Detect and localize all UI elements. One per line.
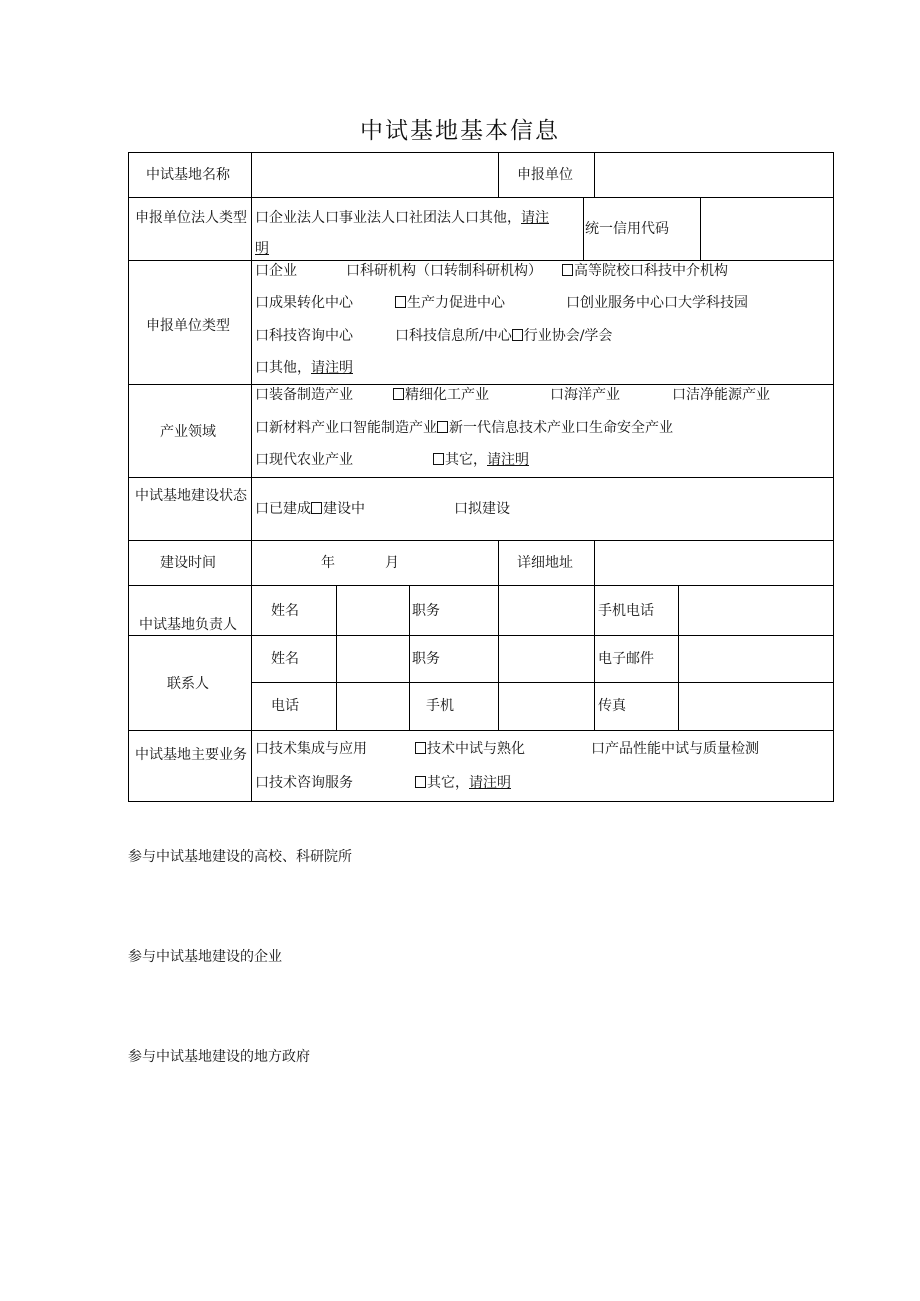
unit-type-option-other[interactable] [255,361,353,375]
checkbox-icon [415,776,426,788]
unit-type-option[interactable] [395,329,612,343]
base-name-field[interactable] [252,153,498,197]
business-option[interactable]: 口技术集成与应用 [255,741,367,757]
unit-type-option[interactable]: 口科技咨询中心 [255,328,353,344]
head-label: 中试基地负责人 [139,617,237,633]
industry-option[interactable]: 口海洋产业 [550,387,620,403]
head-position-label: 职务 [412,603,440,619]
unit-type-option[interactable]: 口科研机构（口转制科研机构） [346,263,542,279]
industry-label: 产业领域 [160,424,216,440]
industry-option[interactable]: 口洁净能源产业 [672,387,770,403]
business-option[interactable]: 口技术咨询服务 [255,775,353,791]
status-option[interactable] [255,502,365,516]
checkbox-icon [395,296,406,308]
checkbox-icon [433,453,444,465]
row-divider [129,384,833,385]
legal-type-note: 请注 [521,210,549,226]
contact-label: 联系人 [167,676,209,692]
contact-mobile-label: 手机 [426,698,454,714]
contact-position-label: 职务 [412,651,440,667]
checkbox-icon [311,502,322,514]
legal-type-note-cont: 明 [255,241,269,257]
unit-type-option[interactable]: 口创业服务中心口大学科技园 [566,295,748,311]
address-label: 详细地址 [517,555,573,571]
note-text: 请注明 [311,360,353,376]
option-text: 行业协会/学会 [523,328,613,344]
business-option[interactable] [415,742,525,756]
address-field[interactable] [595,541,833,585]
unit-type-option[interactable]: 口成果转化中心 [255,295,353,311]
industry-option[interactable]: 口现代农业产业 [255,452,353,468]
section-government: 参与中试基地建设的地方政府 [128,1049,310,1065]
page-title: 中试基地基本信息 [360,118,560,144]
row-divider [129,730,833,731]
month-label: 月 [385,555,399,571]
column-divider [678,585,679,730]
option-text: 口已建成 [255,501,311,517]
contact-name-label: 姓名 [271,651,299,667]
column-divider [251,153,252,801]
contact-fax-label: 传真 [598,698,626,714]
legal-type-label: 申报单位法人类型 [135,210,247,226]
applicant-label: 申报单位 [517,167,573,183]
section-enterprises: 参与中试基地建设的企业 [128,949,282,965]
option-text: 建设中 [323,501,365,517]
unit-type-option[interactable] [562,264,728,278]
row-divider [129,260,833,261]
option-text: 其它， [445,452,487,468]
business-option[interactable]: 口产品性能中试与质量检测 [591,741,759,757]
column-divider [583,197,584,260]
legal-type-options-text: 口企业法人口事业法人口社团法人口其他， [255,210,521,226]
option-text: 精细化工产业 [405,387,489,403]
head-name-label: 姓名 [271,603,299,619]
option-text: 技术中试与熟化 [427,741,525,757]
note-text: 请注明 [469,775,511,791]
year-label: 年 [321,555,335,571]
column-divider [498,153,499,197]
applicant-field[interactable] [595,153,833,197]
business-option-other[interactable] [415,776,511,790]
note-text: 请注明 [487,452,529,468]
unit-type-label: 申报单位类型 [146,318,230,334]
info-form [128,152,834,802]
industry-option[interactable] [393,388,489,402]
business-label: 中试基地主要业务 [135,747,247,763]
option-text: 新一代信息技术产业口生命安全产业 [449,420,673,436]
credit-code-label: 统一信用代码 [585,221,669,237]
checkbox-icon [562,264,573,276]
option-text: 口其他， [255,360,311,376]
head-mobile-label: 手机电话 [598,603,654,619]
section-universities: 参与中试基地建设的高校、科研院所 [128,849,352,865]
unit-type-option[interactable]: 口企业 [255,263,297,279]
industry-option[interactable] [255,421,673,435]
contact-email-label: 电子邮件 [598,651,654,667]
option-text: 高等院校口科技中介机构 [574,263,728,279]
row-divider [252,682,833,683]
status-option[interactable]: 口拟建设 [454,501,510,517]
unit-type-option[interactable] [395,296,505,310]
column-divider [409,585,410,730]
checkbox-icon [393,388,404,400]
credit-code-field[interactable] [701,198,833,260]
column-divider [336,585,337,730]
row-divider [129,585,833,586]
checkbox-icon [437,421,448,433]
row-divider [129,477,833,478]
contact-phone-label: 电话 [271,698,299,714]
option-text: 其它， [427,775,469,791]
industry-option-other[interactable] [433,453,529,467]
checkbox-icon [512,329,523,341]
option-text: 口科技信息所/中心 [395,328,512,344]
industry-option[interactable]: 口装备制造产业 [255,387,353,403]
option-text: 生产力促进中心 [407,295,505,311]
build-time-label: 建设时间 [160,555,216,571]
column-divider [498,540,499,730]
base-name-label: 中试基地名称 [146,167,230,183]
checkbox-icon [415,742,426,754]
option-text: 口新材料产业口智能制造产业 [255,420,437,436]
row-divider [129,635,833,636]
status-label: 中试基地建设状态 [135,488,247,504]
legal-type-options[interactable] [255,211,549,225]
